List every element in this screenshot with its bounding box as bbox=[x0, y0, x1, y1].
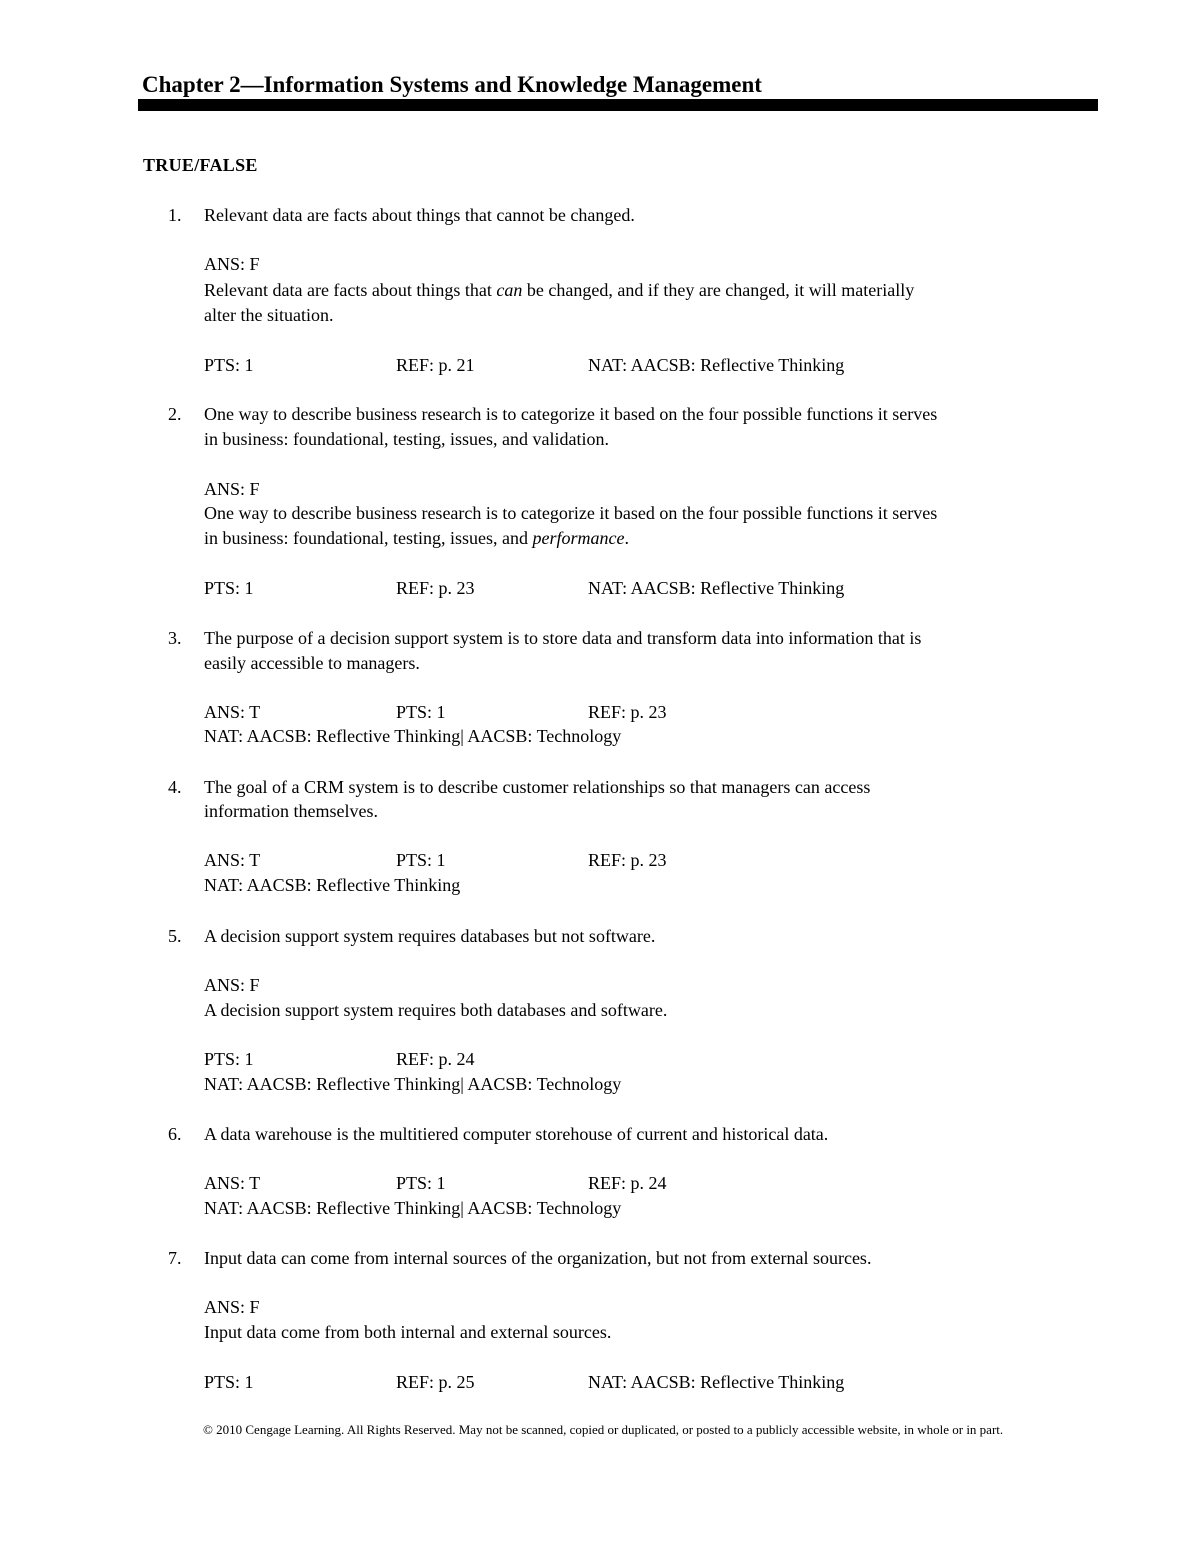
question-number: 6. bbox=[168, 1124, 182, 1144]
points: PTS: 1 bbox=[204, 1049, 254, 1069]
question-number: 4. bbox=[168, 777, 182, 797]
points: PTS: 1 bbox=[204, 1372, 254, 1392]
nat-standard: NAT: AACSB: Reflective Thinking| AACSB: Technology bbox=[204, 1198, 622, 1218]
nat-standard: NAT: AACSB: Reflective Thinking| AACSB: Technology bbox=[204, 726, 622, 746]
expl-part: . bbox=[624, 528, 629, 548]
expl-emphasis: performance bbox=[532, 528, 625, 548]
points: PTS: 1 bbox=[204, 578, 254, 598]
answer-key: ANS: F bbox=[204, 1297, 260, 1317]
explanation-line: Input data come from both internal and external sources. bbox=[204, 1322, 612, 1342]
question-text: The goal of a CRM system is to describe customer relationships so that managers can access bbox=[204, 777, 871, 797]
answer-key: ANS: F bbox=[204, 254, 260, 274]
reference: REF: p. 21 bbox=[396, 355, 475, 375]
section-heading: TRUE/FALSE bbox=[143, 155, 258, 175]
question-text: A data warehouse is the multitiered computer storehouse of current and historical data. bbox=[204, 1124, 829, 1144]
reference: REF: p. 25 bbox=[396, 1372, 475, 1392]
answer-key: ANS: F bbox=[204, 975, 260, 995]
reference: REF: p. 24 bbox=[588, 1173, 667, 1193]
answer-key: ANS: T bbox=[204, 1173, 261, 1193]
expl-emphasis: can bbox=[496, 280, 523, 300]
nat-standard: NAT: AACSB: Reflective Thinking bbox=[588, 1372, 845, 1392]
nat-standard: NAT: AACSB: Reflective Thinking| AACSB: Technology bbox=[204, 1074, 622, 1094]
question-number: 2. bbox=[168, 404, 182, 424]
expl-part: Relevant data are facts about things that bbox=[204, 280, 497, 300]
copyright-footer: © 2010 Cengage Learning. All Rights Reserved. May not be scanned, copied or duplicated, or posted to a publicly accessible website, in whole or in part. bbox=[203, 1422, 1004, 1437]
explanation-line: A decision support system requires both databases and software. bbox=[204, 1000, 668, 1020]
answer-key: ANS: T bbox=[204, 702, 261, 722]
question-text: Relevant data are facts about things that cannot be changed. bbox=[204, 205, 635, 225]
explanation-line bbox=[204, 281, 914, 299]
question-number: 3. bbox=[168, 628, 182, 648]
points: PTS: 1 bbox=[396, 850, 446, 870]
nat-standard: NAT: AACSB: Reflective Thinking bbox=[588, 578, 845, 598]
points: PTS: 1 bbox=[204, 355, 254, 375]
question-text: in business: foundational, testing, issues, and validation. bbox=[204, 429, 609, 449]
question-text: A decision support system requires databases but not software. bbox=[204, 926, 656, 946]
nat-standard: NAT: AACSB: Reflective Thinking bbox=[204, 875, 461, 895]
explanation-line: alter the situation. bbox=[204, 305, 334, 325]
answer-key: ANS: T bbox=[204, 850, 261, 870]
nat-standard: NAT: AACSB: Reflective Thinking bbox=[588, 355, 845, 375]
question-number: 7. bbox=[168, 1248, 182, 1268]
question-text: Input data can come from internal sources of the organization, but not from external sources. bbox=[204, 1248, 872, 1268]
page-title: Chapter 2—Information Systems and Knowledge Management bbox=[142, 72, 762, 97]
explanation-line bbox=[204, 529, 629, 547]
reference: REF: p. 23 bbox=[396, 578, 475, 598]
reference: REF: p. 23 bbox=[588, 702, 667, 722]
question-number: 5. bbox=[168, 926, 182, 946]
question-text: easily accessible to managers. bbox=[204, 653, 420, 673]
title-rule bbox=[138, 99, 1098, 111]
reference: REF: p. 23 bbox=[588, 850, 667, 870]
explanation-line: One way to describe business research is to categorize it based on the four possible functions it serves bbox=[204, 503, 938, 523]
question-text: One way to describe business research is to categorize it based on the four possible functions it serves bbox=[204, 404, 938, 424]
reference: REF: p. 24 bbox=[396, 1049, 475, 1069]
points: PTS: 1 bbox=[396, 702, 446, 722]
expl-part: in business: foundational, testing, issues, and bbox=[204, 528, 533, 548]
question-text: information themselves. bbox=[204, 801, 378, 821]
answer-key: ANS: F bbox=[204, 479, 260, 499]
expl-part: be changed, and if they are changed, it will materially bbox=[522, 280, 915, 300]
question-number: 1. bbox=[168, 205, 182, 225]
points: PTS: 1 bbox=[396, 1173, 446, 1193]
question-text: The purpose of a decision support system is to store data and transform data into information that is bbox=[204, 628, 922, 648]
